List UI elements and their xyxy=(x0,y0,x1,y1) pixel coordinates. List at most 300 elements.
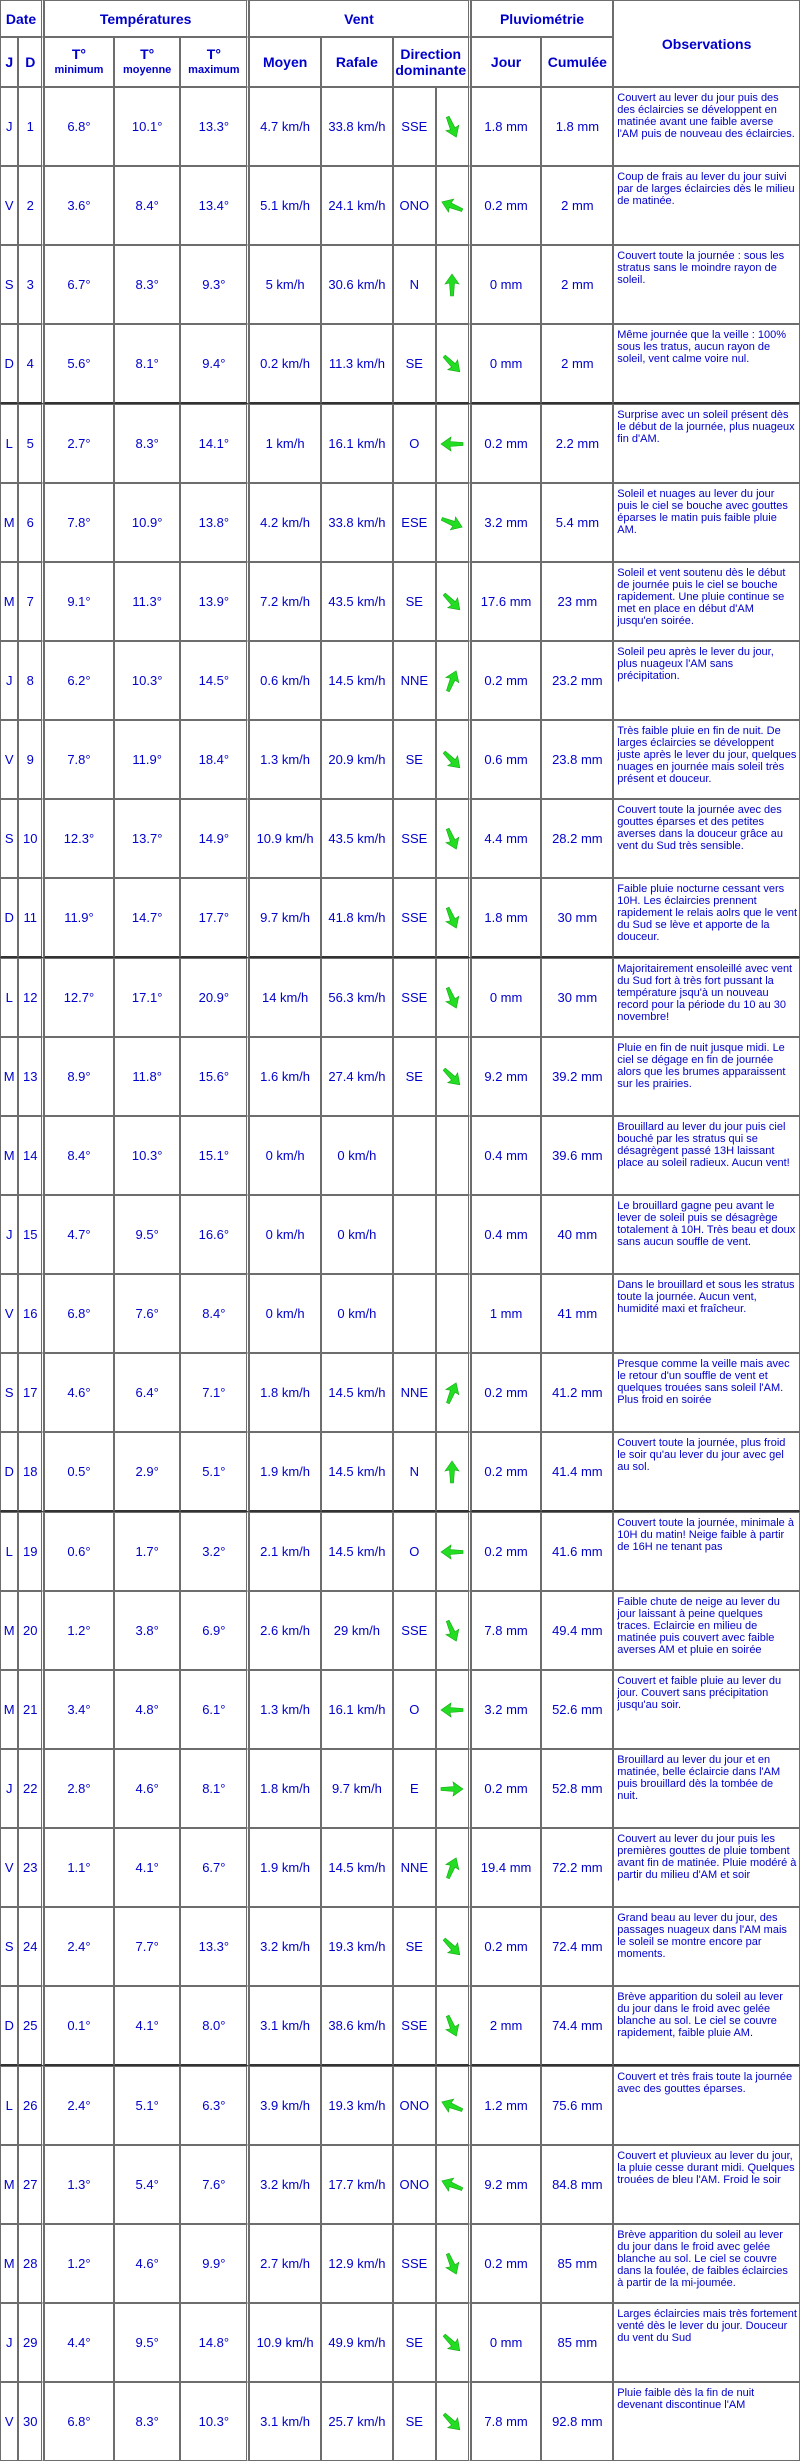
table-row xyxy=(0,562,800,641)
wind-arrow-cell xyxy=(436,1432,471,1512)
wind-arrow-icon xyxy=(439,1855,465,1881)
tmax-cell: 16.6° xyxy=(180,1195,249,1274)
rain-cumul-cell: 2 mm xyxy=(541,166,613,245)
observation-cell: Couvert toute la journée avec des gouttes éparses et des petites averses dans la douceur grâce au vent du Sud très sensible. xyxy=(613,799,800,878)
wind-mean-cell: 3.2 km/h xyxy=(249,1907,321,1986)
table-row xyxy=(0,641,800,720)
observation-cell: Pluie faible dès la fin de nuit devenant discontinue l'AM xyxy=(613,2382,800,2461)
wind-direction-cell: SSE xyxy=(393,87,436,166)
tmax-cell: 7.1° xyxy=(180,1353,249,1432)
rain-cumul-cell: 40 mm xyxy=(541,1195,613,1274)
rain-day-cell: 0.2 mm xyxy=(471,1353,542,1432)
tmin-cell: 3.6° xyxy=(44,166,114,245)
wind-arrow-icon xyxy=(439,826,465,852)
tmax-cell: 14.5° xyxy=(180,641,249,720)
table-row xyxy=(0,1432,800,1512)
rain-cumul-cell: 2.2 mm xyxy=(541,404,613,483)
wind-mean-cell: 0.6 km/h xyxy=(249,641,321,720)
wind-arrow-icon xyxy=(439,1539,465,1565)
tmax-cell: 13.4° xyxy=(180,166,249,245)
header-day-number: D xyxy=(18,37,44,87)
header-tmin xyxy=(44,37,114,87)
tmoy-cell: 2.9° xyxy=(114,1432,181,1512)
tmin-cell: 7.8° xyxy=(44,483,114,562)
day-number-cell: 11 xyxy=(18,878,44,958)
rain-day-cell: 7.8 mm xyxy=(471,1591,542,1670)
weekday-cell: D xyxy=(0,878,18,958)
wind-direction-cell: SSE xyxy=(393,1986,436,2066)
weekday-cell: V xyxy=(0,2382,18,2461)
tmin-cell: 0.6° xyxy=(44,1512,114,1591)
tmin-cell: 12.7° xyxy=(44,958,114,1037)
wind-arrow-icon xyxy=(439,2093,465,2119)
wind-gust-cell: 43.5 km/h xyxy=(321,799,393,878)
tmoy-cell: 6.4° xyxy=(114,1353,181,1432)
tmin-cell: 8.9° xyxy=(44,1037,114,1116)
tmax-cell: 10.3° xyxy=(180,2382,249,2461)
wind-direction-cell: SE xyxy=(393,2382,436,2461)
tmin-cell: 5.6° xyxy=(44,324,114,404)
table-row xyxy=(0,1037,800,1116)
table-row xyxy=(0,245,800,324)
table-row xyxy=(0,324,800,404)
weekday-cell: M xyxy=(0,2224,18,2303)
weekday-cell: J xyxy=(0,1195,18,1274)
weekday-cell: M xyxy=(0,1037,18,1116)
wind-mean-cell: 3.9 km/h xyxy=(249,2066,321,2145)
table-row xyxy=(0,1353,800,1432)
tmin-cell: 11.9° xyxy=(44,878,114,958)
wind-arrow-cell xyxy=(436,245,471,324)
tmoy-cell: 10.3° xyxy=(114,641,181,720)
tmax-cell: 13.9° xyxy=(180,562,249,641)
tmoy-cell: 10.3° xyxy=(114,1116,181,1195)
wind-arrow-cell xyxy=(436,1591,471,1670)
tmax-cell: 9.3° xyxy=(180,245,249,324)
observation-cell: Brouillard au lever du jour puis ciel bouché par les stratus qui se désagrègent passé 13H laissant place au soleil radieux. Aucun vent! xyxy=(613,1116,800,1195)
weekday-cell: D xyxy=(0,324,18,404)
wind-gust-cell: 49.9 km/h xyxy=(321,2303,393,2382)
wind-gust-cell: 11.3 km/h xyxy=(321,324,393,404)
wind-direction-cell: N xyxy=(393,1432,436,1512)
wind-arrow-icon xyxy=(439,1618,465,1644)
observation-cell: Grand beau au lever du jour, des passages nuageux dans l'AM mais le soleil se montre encore par moments. xyxy=(613,1907,800,1986)
wind-arrow-icon xyxy=(439,114,465,140)
day-number-cell: 14 xyxy=(18,1116,44,1195)
wind-arrow-cell xyxy=(436,958,471,1037)
rain-day-cell: 17.6 mm xyxy=(471,562,542,641)
wind-arrow-cell xyxy=(436,404,471,483)
wind-direction-cell: ONO xyxy=(393,2066,436,2145)
tmin-cell: 2.7° xyxy=(44,404,114,483)
wind-arrow-cell xyxy=(436,1512,471,1591)
day-number-cell: 22 xyxy=(18,1749,44,1828)
rain-cumul-cell: 30 mm xyxy=(541,958,613,1037)
tmoy-cell: 7.7° xyxy=(114,1907,181,1986)
wind-arrow-icon xyxy=(439,510,465,536)
tmax-cell: 8.4° xyxy=(180,1274,249,1353)
day-number-cell: 8 xyxy=(18,641,44,720)
header-tmin-sub: minimum xyxy=(54,64,104,76)
wind-mean-cell: 5 km/h xyxy=(249,245,321,324)
observation-cell: Soleil et nuages au lever du jour puis le ciel se bouche avec gouttes éparses le matin puis faible pluie AM. xyxy=(613,483,800,562)
rain-day-cell: 0.4 mm xyxy=(471,1195,542,1274)
weekday-cell: V xyxy=(0,166,18,245)
tmax-cell: 6.7° xyxy=(180,1828,249,1907)
tmoy-cell: 13.7° xyxy=(114,799,181,878)
tmin-cell: 2.4° xyxy=(44,1907,114,1986)
rain-day-cell: 0 mm xyxy=(471,958,542,1037)
wind-arrow-icon xyxy=(439,1459,465,1485)
table-row xyxy=(0,404,800,483)
weekday-cell: M xyxy=(0,1670,18,1749)
tmoy-cell: 8.4° xyxy=(114,166,181,245)
wind-direction-cell: O xyxy=(393,404,436,483)
tmax-cell: 14.9° xyxy=(180,799,249,878)
header-tmax xyxy=(180,37,249,87)
header-temperatures: Températures xyxy=(44,0,249,37)
observation-cell: Coup de frais au lever du jour suivi par de larges éclaircies dès le milieu de matinée. xyxy=(613,166,800,245)
wind-gust-cell: 14.5 km/h xyxy=(321,1353,393,1432)
weekday-cell: S xyxy=(0,1907,18,1986)
wind-arrow-cell xyxy=(436,1749,471,1828)
tmin-cell: 4.7° xyxy=(44,1195,114,1274)
wind-arrow-cell xyxy=(436,1986,471,2066)
wind-arrow-icon xyxy=(439,1697,465,1723)
tmax-cell: 15.1° xyxy=(180,1116,249,1195)
tmin-cell: 0.1° xyxy=(44,1986,114,2066)
rain-day-cell: 0.2 mm xyxy=(471,1432,542,1512)
tmoy-cell: 11.8° xyxy=(114,1037,181,1116)
wind-mean-cell: 2.1 km/h xyxy=(249,1512,321,1591)
wind-mean-cell: 1.9 km/h xyxy=(249,1828,321,1907)
tmoy-cell: 17.1° xyxy=(114,958,181,1037)
tmoy-cell: 8.3° xyxy=(114,245,181,324)
observation-cell: Couvert au lever du jour puis les premières gouttes de pluie tombent avant fin de matinée. Pluie modéré à partir du milieu d'AM et soir xyxy=(613,1828,800,1907)
wind-direction-cell: ONO xyxy=(393,2145,436,2224)
wind-gust-cell: 33.8 km/h xyxy=(321,483,393,562)
wind-arrow-cell xyxy=(436,1195,471,1274)
tmoy-cell: 11.3° xyxy=(114,562,181,641)
wind-arrow-icon xyxy=(439,2409,465,2435)
table-row xyxy=(0,1907,800,1986)
day-number-cell: 20 xyxy=(18,1591,44,1670)
header-pluviometrie: Pluviométrie xyxy=(471,0,614,37)
wind-arrow-cell xyxy=(436,1353,471,1432)
tmoy-cell: 14.7° xyxy=(114,878,181,958)
tmin-cell: 3.4° xyxy=(44,1670,114,1749)
rain-day-cell: 0.6 mm xyxy=(471,720,542,799)
day-number-cell: 1 xyxy=(18,87,44,166)
weekday-cell: D xyxy=(0,1432,18,1512)
header-vent: Vent xyxy=(249,0,471,37)
rain-day-cell: 0 mm xyxy=(471,245,542,324)
day-number-cell: 3 xyxy=(18,245,44,324)
header-rafale: Rafale xyxy=(321,37,393,87)
tmax-cell: 9.4° xyxy=(180,324,249,404)
wind-mean-cell: 10.9 km/h xyxy=(249,799,321,878)
observation-cell: Soleil et vent soutenu dès le début de journée puis le ciel se bouche rapidement. Une pluie continue se met en place en début d'AM jusqu'en soirée. xyxy=(613,562,800,641)
table-row xyxy=(0,720,800,799)
observation-cell: Faible pluie nocturne cessant vers 10H. Les éclaircies prennent rapidement le relais aolrs que le vent du Sud se lève et apporte de la douceur. xyxy=(613,878,800,958)
tmin-cell: 6.8° xyxy=(44,2382,114,2461)
table-row xyxy=(0,1274,800,1353)
observation-cell: Couvert toute la journée : sous les stratus sans le moindre rayon de soleil. xyxy=(613,245,800,324)
wind-gust-cell: 56.3 km/h xyxy=(321,958,393,1037)
wind-gust-cell: 14.5 km/h xyxy=(321,641,393,720)
wind-arrow-icon xyxy=(439,431,465,457)
wind-mean-cell: 1.8 km/h xyxy=(249,1353,321,1432)
tmax-cell: 6.1° xyxy=(180,1670,249,1749)
wind-direction-cell: SE xyxy=(393,1907,436,1986)
rain-cumul-cell: 41.2 mm xyxy=(541,1353,613,1432)
rain-cumul-cell: 52.8 mm xyxy=(541,1749,613,1828)
rain-day-cell: 1.8 mm xyxy=(471,878,542,958)
observation-cell: Couvert et très frais toute la journée avec des gouttes éparses. xyxy=(613,2066,800,2145)
table-body xyxy=(0,87,800,2461)
weekday-cell: J xyxy=(0,1749,18,1828)
table-row xyxy=(0,1749,800,1828)
table-row xyxy=(0,1512,800,1591)
wind-arrow-icon xyxy=(439,1064,465,1090)
wind-mean-cell: 1.3 km/h xyxy=(249,720,321,799)
weekday-cell: S xyxy=(0,799,18,878)
wind-arrow-icon xyxy=(439,2013,465,2039)
header-vent-moyen: Moyen xyxy=(249,37,321,87)
wind-arrow-cell xyxy=(436,799,471,878)
table-row xyxy=(0,166,800,245)
tmin-cell: 8.4° xyxy=(44,1116,114,1195)
tmax-cell: 3.2° xyxy=(180,1512,249,1591)
wind-mean-cell: 2.7 km/h xyxy=(249,2224,321,2303)
table-row xyxy=(0,87,800,166)
wind-gust-cell: 43.5 km/h xyxy=(321,562,393,641)
rain-cumul-cell: 72.4 mm xyxy=(541,1907,613,1986)
rain-day-cell: 0.4 mm xyxy=(471,1116,542,1195)
observation-cell: Couvert au lever du jour puis des des éclaircies se développent en matinée avant une faible averse l'AM puis de nouveau des éclaircies. xyxy=(613,87,800,166)
observation-cell: Brève apparition du soleil au lever du jour dans le froid avec gelée blanche au sol. Le ciel se couvre rapidement, faible pluie AM. xyxy=(613,1986,800,2066)
tmax-cell: 15.6° xyxy=(180,1037,249,1116)
wind-mean-cell: 1.8 km/h xyxy=(249,1749,321,1828)
rain-cumul-cell: 85 mm xyxy=(541,2303,613,2382)
wind-mean-cell: 7.2 km/h xyxy=(249,562,321,641)
rain-cumul-cell: 2 mm xyxy=(541,245,613,324)
tmoy-cell: 9.5° xyxy=(114,2303,181,2382)
day-number-cell: 24 xyxy=(18,1907,44,1986)
rain-cumul-cell: 23.2 mm xyxy=(541,641,613,720)
rain-day-cell: 0.2 mm xyxy=(471,166,542,245)
tmoy-cell: 8.1° xyxy=(114,324,181,404)
wind-direction-cell: ONO xyxy=(393,166,436,245)
table-row xyxy=(0,1116,800,1195)
header-pluie-cumulee: Cumulée xyxy=(541,37,613,87)
wind-direction-cell: E xyxy=(393,1749,436,1828)
tmax-cell: 7.6° xyxy=(180,2145,249,2224)
wind-direction-cell: SSE xyxy=(393,1591,436,1670)
day-number-cell: 17 xyxy=(18,1353,44,1432)
day-number-cell: 25 xyxy=(18,1986,44,2066)
table-row xyxy=(0,799,800,878)
wind-mean-cell: 3.1 km/h xyxy=(249,1986,321,2066)
wind-arrow-icon xyxy=(439,905,465,931)
wind-mean-cell: 0 km/h xyxy=(249,1116,321,1195)
rain-cumul-cell: 23 mm xyxy=(541,562,613,641)
table-row xyxy=(0,2066,800,2145)
wind-gust-cell: 14.5 km/h xyxy=(321,1432,393,1512)
weekday-cell: J xyxy=(0,641,18,720)
day-number-cell: 27 xyxy=(18,2145,44,2224)
wind-mean-cell: 0.2 km/h xyxy=(249,324,321,404)
tmoy-cell: 5.1° xyxy=(114,2066,181,2145)
rain-cumul-cell: 39.2 mm xyxy=(541,1037,613,1116)
rain-cumul-cell: 74.4 mm xyxy=(541,1986,613,2066)
rain-day-cell: 7.8 mm xyxy=(471,2382,542,2461)
rain-cumul-cell: 85 mm xyxy=(541,2224,613,2303)
observation-cell: Couvert et faible pluie au lever du jour. Couvert sans précipitation jusqu'au soir. xyxy=(613,1670,800,1749)
rain-cumul-cell: 41.4 mm xyxy=(541,1432,613,1512)
tmoy-cell: 11.9° xyxy=(114,720,181,799)
tmax-cell: 14.1° xyxy=(180,404,249,483)
tmax-cell: 6.3° xyxy=(180,2066,249,2145)
observation-cell: Faible chute de neige au lever du jour laissant à peine quelques traces. Eclaircie en milieu de matinée puis couvert avec faible averses AM et pluie en soirée xyxy=(613,1591,800,1670)
wind-gust-cell: 0 km/h xyxy=(321,1274,393,1353)
rain-day-cell: 9.2 mm xyxy=(471,2145,542,2224)
wind-arrow-cell xyxy=(436,720,471,799)
wind-gust-cell: 27.4 km/h xyxy=(321,1037,393,1116)
tmax-cell: 8.1° xyxy=(180,1749,249,1828)
weekday-cell: M xyxy=(0,1591,18,1670)
wind-direction-cell: SSE xyxy=(393,958,436,1037)
wind-mean-cell: 4.2 km/h xyxy=(249,483,321,562)
rain-cumul-cell: 49.4 mm xyxy=(541,1591,613,1670)
rain-day-cell: 1 mm xyxy=(471,1274,542,1353)
wind-direction-cell: NNE xyxy=(393,641,436,720)
day-number-cell: 30 xyxy=(18,2382,44,2461)
header-tmoy xyxy=(114,37,181,87)
day-number-cell: 12 xyxy=(18,958,44,1037)
tmin-cell: 2.4° xyxy=(44,2066,114,2145)
wind-direction-cell: ESE xyxy=(393,483,436,562)
header-pluie-jour: Jour xyxy=(471,37,542,87)
rain-day-cell: 0.2 mm xyxy=(471,2224,542,2303)
observation-cell: Dans le brouillard et sous les stratus toute la journée. Aucun vent, humidité maxi et fraîcheur. xyxy=(613,1274,800,1353)
rain-cumul-cell: 1.8 mm xyxy=(541,87,613,166)
day-number-cell: 26 xyxy=(18,2066,44,2145)
wind-gust-cell: 14.5 km/h xyxy=(321,1512,393,1591)
wind-arrow-cell xyxy=(436,1037,471,1116)
wind-gust-cell: 20.9 km/h xyxy=(321,720,393,799)
tmoy-cell: 9.5° xyxy=(114,1195,181,1274)
rain-cumul-cell: 41.6 mm xyxy=(541,1512,613,1591)
rain-day-cell: 0.2 mm xyxy=(471,1749,542,1828)
table-row xyxy=(0,1195,800,1274)
rain-day-cell: 19.4 mm xyxy=(471,1828,542,1907)
rain-cumul-cell: 39.6 mm xyxy=(541,1116,613,1195)
wind-arrow-icon xyxy=(439,1776,465,1802)
observation-cell: Brouillard au lever du jour et en matinée, belle éclaircie dans l'AM puis brouillard dès la tombée de nuit. xyxy=(613,1749,800,1828)
wind-mean-cell: 2.6 km/h xyxy=(249,1591,321,1670)
day-number-cell: 29 xyxy=(18,2303,44,2382)
tmin-cell: 6.2° xyxy=(44,641,114,720)
tmoy-cell: 4.8° xyxy=(114,1670,181,1749)
table-row xyxy=(0,878,800,958)
wind-direction-cell: SE xyxy=(393,1037,436,1116)
day-number-cell: 7 xyxy=(18,562,44,641)
header-tmin-symbol: T° xyxy=(71,46,87,62)
wind-arrow-icon xyxy=(439,985,465,1011)
day-number-cell: 18 xyxy=(18,1432,44,1512)
wind-direction-cell: NNE xyxy=(393,1828,436,1907)
observation-cell: Pluie en fin de nuit jusque midi. Le ciel se dégage en fin de journée alors que les brumes apparaissent sur les prairies. xyxy=(613,1037,800,1116)
tmoy-cell: 4.1° xyxy=(114,1986,181,2066)
rain-day-cell: 3.2 mm xyxy=(471,483,542,562)
wind-arrow-icon xyxy=(439,272,465,298)
wind-direction-cell: SSE xyxy=(393,799,436,878)
observation-cell: Presque comme la veille mais avec le retour d'un souffle de vent et quelques trouées sans soleil l'AM. Plus froid en soirée xyxy=(613,1353,800,1432)
rain-day-cell: 9.2 mm xyxy=(471,1037,542,1116)
observation-cell: Majoritairement ensoleillé avec vent du Sud fort à très fort pussant la température jsqu'à un nouveau record pour la période du 10 au 30 novembre! xyxy=(613,958,800,1037)
table-row xyxy=(0,1591,800,1670)
rain-cumul-cell: 28.2 mm xyxy=(541,799,613,878)
table-row xyxy=(0,2382,800,2461)
rain-day-cell: 0.2 mm xyxy=(471,1907,542,1986)
weekday-cell: L xyxy=(0,2066,18,2145)
weekday-cell: L xyxy=(0,404,18,483)
wind-arrow-cell xyxy=(436,1907,471,1986)
rain-cumul-cell: 2 mm xyxy=(541,324,613,404)
tmin-cell: 9.1° xyxy=(44,562,114,641)
wind-direction-cell: SSE xyxy=(393,878,436,958)
tmoy-cell: 3.8° xyxy=(114,1591,181,1670)
header-observations: Observations xyxy=(613,0,800,87)
wind-arrow-icon xyxy=(439,747,465,773)
rain-cumul-cell: 52.6 mm xyxy=(541,1670,613,1749)
tmax-cell: 6.9° xyxy=(180,1591,249,1670)
table-row xyxy=(0,1986,800,2066)
weekday-cell: S xyxy=(0,1353,18,1432)
tmax-cell: 9.9° xyxy=(180,2224,249,2303)
tmoy-cell: 1.7° xyxy=(114,1512,181,1591)
wind-arrow-cell xyxy=(436,562,471,641)
tmoy-cell: 4.6° xyxy=(114,2224,181,2303)
wind-direction-cell: O xyxy=(393,1670,436,1749)
weekday-cell: J xyxy=(0,87,18,166)
tmin-cell: 1.2° xyxy=(44,2224,114,2303)
wind-direction-cell xyxy=(393,1195,436,1274)
rain-day-cell: 0.2 mm xyxy=(471,404,542,483)
tmoy-cell: 4.1° xyxy=(114,1828,181,1907)
wind-mean-cell: 0 km/h xyxy=(249,1274,321,1353)
wind-gust-cell: 41.8 km/h xyxy=(321,878,393,958)
tmin-cell: 2.8° xyxy=(44,1749,114,1828)
wind-mean-cell: 3.1 km/h xyxy=(249,2382,321,2461)
rain-cumul-cell: 75.6 mm xyxy=(541,2066,613,2145)
tmoy-cell: 5.4° xyxy=(114,2145,181,2224)
header-direction: Direction dominante xyxy=(393,37,471,87)
wind-mean-cell: 3.2 km/h xyxy=(249,2145,321,2224)
weekday-cell: V xyxy=(0,1828,18,1907)
observation-cell: Même journée que la veille : 100% sous les tratus, aucun rayon de soleil, vent calme voire nul. xyxy=(613,324,800,404)
rain-cumul-cell: 5.4 mm xyxy=(541,483,613,562)
wind-gust-cell: 17.7 km/h xyxy=(321,2145,393,2224)
wind-direction-cell xyxy=(393,1116,436,1195)
tmoy-cell: 10.1° xyxy=(114,87,181,166)
table-row xyxy=(0,2303,800,2382)
weekday-cell: L xyxy=(0,1512,18,1591)
wind-gust-cell: 12.9 km/h xyxy=(321,2224,393,2303)
weekday-cell: D xyxy=(0,1986,18,2066)
tmax-cell: 20.9° xyxy=(180,958,249,1037)
